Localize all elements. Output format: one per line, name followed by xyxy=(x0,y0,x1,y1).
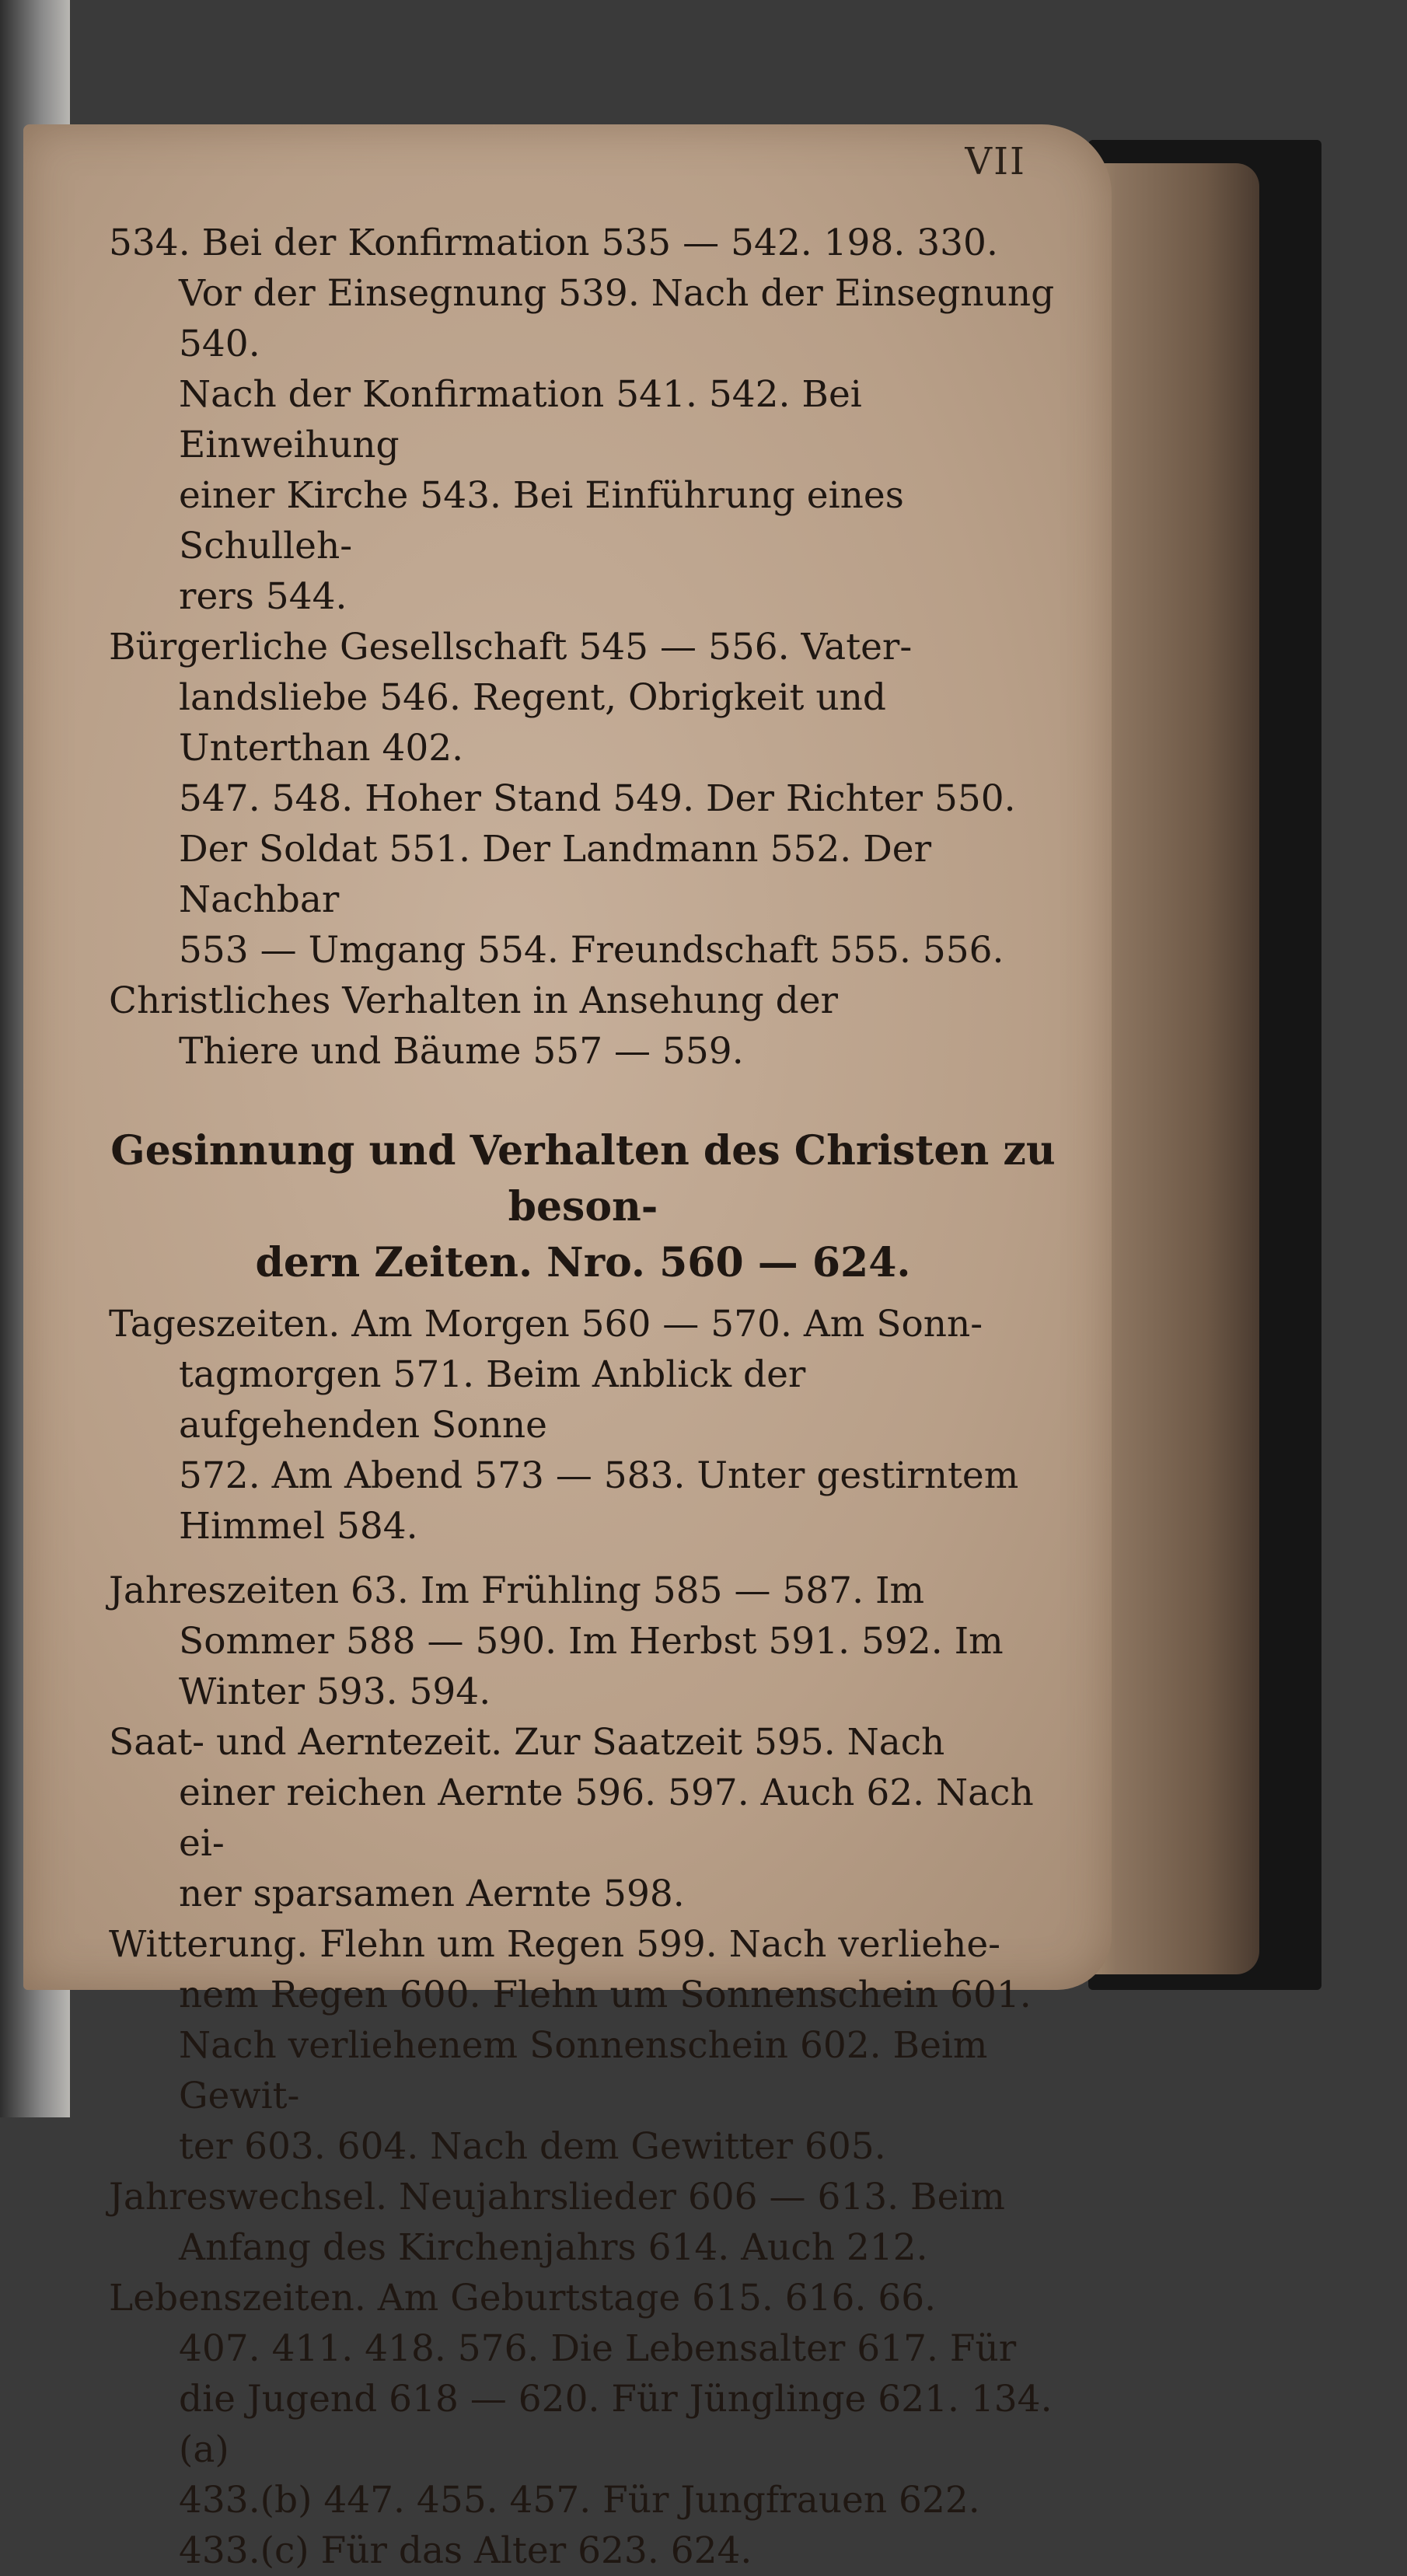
page-number: VII xyxy=(965,140,1026,183)
text-line: landsliebe 546. Regent, Obrigkeit und Unterthan 402. xyxy=(179,676,886,770)
text-line: Sommer 588 — 590. Im Herbst 591. 592. Im xyxy=(179,1620,1004,1663)
page-content xyxy=(109,218,1057,2576)
text-line: Saat- und Aerntezeit. Zur Saatzeit 595. Nach xyxy=(109,1721,945,1764)
text-line: Witterung. Flehn um Regen 599. Nach verliehe- xyxy=(109,1923,1001,1966)
text-line: 407. 411. 418. 576. Die Lebensalter 617. Für xyxy=(179,2327,1017,2370)
text-line: Jahreswechsel. Neujahrslieder 606 — 613. Beim xyxy=(109,2176,1005,2218)
text-line: rers 544. xyxy=(179,575,347,618)
text-line: 547. 548. Hoher Stand 549. Der Richter 550. xyxy=(179,777,1016,820)
text-line: Himmel 584. xyxy=(179,1505,418,1548)
text-line: Nach verliehenem Sonnenschein 602. Beim Gewit- xyxy=(179,2024,988,2117)
text-line: ter 603. 604. Nach dem Gewitter 605. xyxy=(179,2125,886,2168)
text-line: Christliches Verhalten in Ansehung der xyxy=(109,979,839,1022)
text-line: 433.(b) 447. 455. 457. Für Jungfrauen 622. xyxy=(179,2479,980,2522)
text-line: Winter 593. 594. xyxy=(179,1670,491,1713)
text-line: Vor der Einsegnung 539. Nach der Einsegnung 540. xyxy=(179,272,1055,365)
heading-line: Gesinnung und Verhalten des Christen zu beson- xyxy=(110,1127,1056,1230)
text-line: ner sparsamen Aernte 598. xyxy=(179,1873,685,1915)
text-line: nem Regen 600. Flehn um Sonnenschein 601. xyxy=(179,1974,1032,2016)
text-line: Nach der Konfirmation 541. 542. Bei Einweihung xyxy=(179,373,862,466)
text-line: 534. Bei der Konfirmation 535 — 542. 198. 330. xyxy=(109,222,998,264)
text-line: Tageszeiten. Am Morgen 560 — 570. Am Sonn- xyxy=(109,1303,983,1346)
text-line: Anfang des Kirchenjahrs 614. Auch 212. xyxy=(179,2226,928,2269)
section-heading xyxy=(109,1123,1057,1291)
book-page xyxy=(23,124,1112,2572)
text-line: einer reichen Aernte 596. 597. Auch 62. Nach ei- xyxy=(179,1771,1034,1865)
text-line: Lebenszeiten. Am Geburtstage 615. 616. 66. xyxy=(109,2277,937,2319)
text-line: Thiere und Bäume 557 — 559. xyxy=(179,1030,744,1073)
text-line: Bürgerliche Gesellschaft 545 — 556. Vater- xyxy=(109,626,913,668)
text-line: 572. Am Abend 573 — 583. Unter gestirntem xyxy=(179,1454,1019,1497)
text-line: einer Kirche 543. Bei Einführung eines Schulleh- xyxy=(179,474,904,567)
text-line: Jahreszeiten 63. Im Frühling 585 — 587. Im xyxy=(109,1569,925,1612)
text-line: die Jugend 618 — 620. Für Jünglinge 621. 134.(a) xyxy=(179,2378,1053,2471)
text-line: tagmorgen 571. Beim Anblick der aufgehenden Sonne xyxy=(179,1353,806,1447)
text-line: 433.(c) Für das Alter 623. 624. xyxy=(179,2529,752,2572)
text-line: 553 — Umgang 554. Freundschaft 555. 556. xyxy=(179,929,1004,972)
heading-line: dern Zeiten. Nro. 560 — 624. xyxy=(255,1239,911,1286)
text-line: Der Soldat 551. Der Landmann 552. Der Nachbar xyxy=(179,828,932,921)
